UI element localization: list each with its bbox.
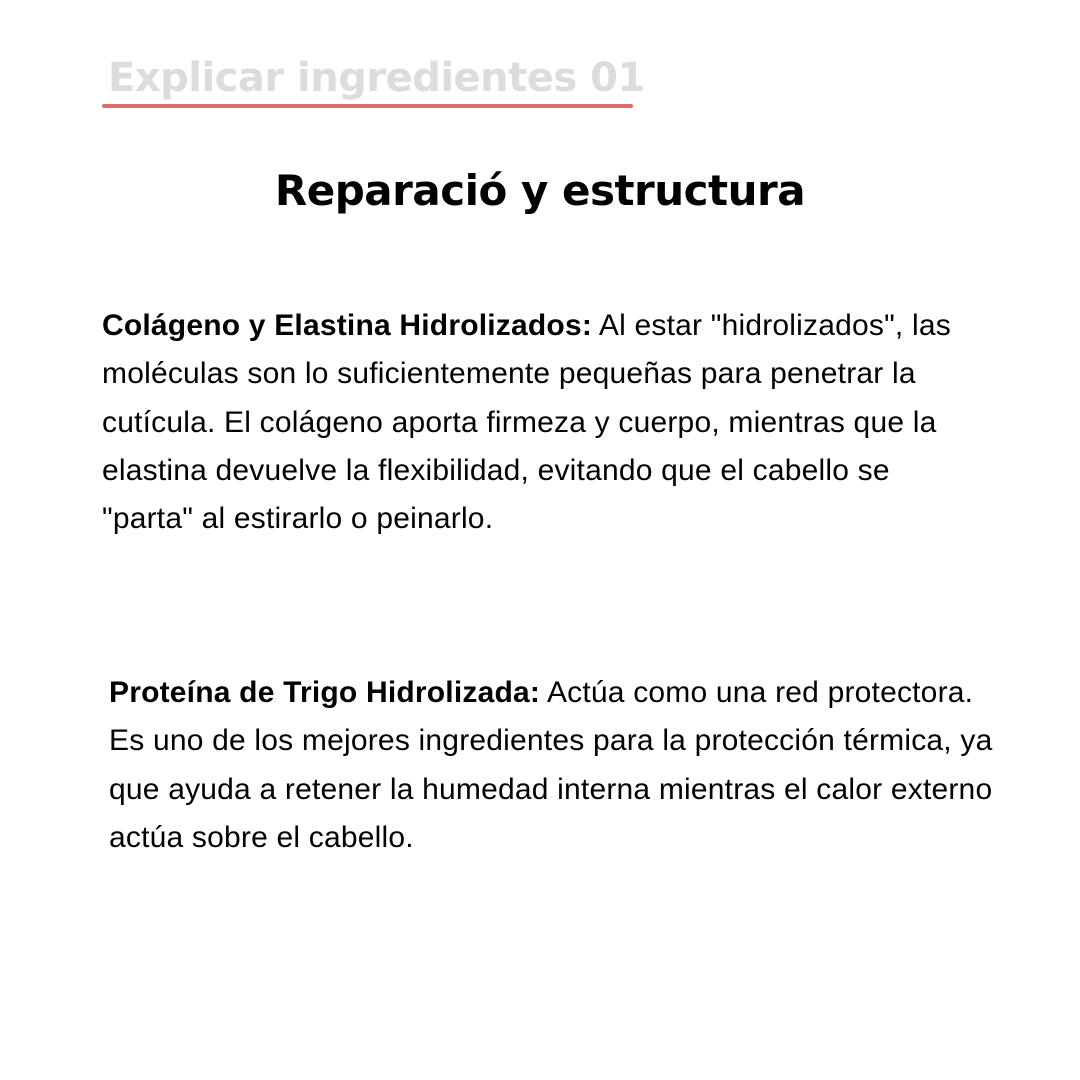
- ingredient-term: Colágeno y Elastina Hidrolizados:: [102, 309, 593, 342]
- ingredient-paragraph-collagen: [102, 302, 982, 543]
- header-underline-divider: [102, 104, 633, 108]
- section-header: [102, 52, 645, 104]
- ingredient-description: Actúa como una red protectora. Es uno de los mejores ingredientes para la protección térmica, ya que ayuda a retener la humedad interna mientras el calor externo actúa sobre el cabello.: [109, 676, 993, 854]
- page-title: Reparació y estructura: [274, 166, 806, 215]
- section-header-title: Explicar ingredientes 01: [108, 55, 645, 101]
- ingredient-term: Proteína de Trigo Hidrolizada:: [109, 676, 541, 709]
- ingredient-paragraph-wheat-protein: [109, 669, 999, 862]
- ingredient-description: Al estar "hidrolizados", las moléculas son lo suficientemente pequeñas para penetrar la cutícula. El colágeno aporta firmeza y cuerpo, mientras que la elastina devuelve la flexibilidad, evitando que el cabello se "parta" al estirarlo o peinarlo.: [102, 309, 951, 536]
